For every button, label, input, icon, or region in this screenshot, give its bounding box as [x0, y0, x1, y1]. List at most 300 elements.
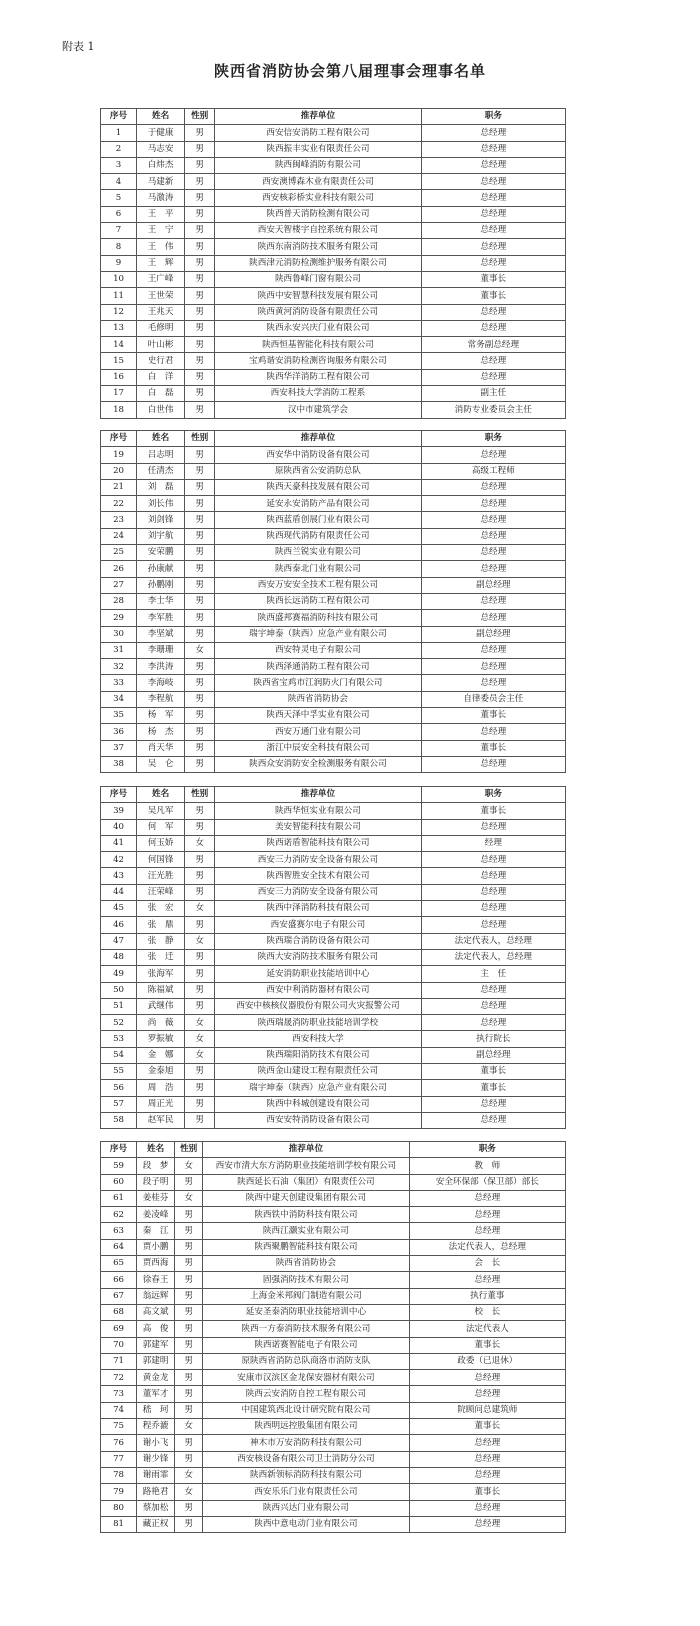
seq-cell: 76	[101, 1435, 137, 1451]
seq-cell: 38	[101, 756, 137, 772]
table-row	[101, 561, 566, 577]
header-seq-cell: 序号	[101, 109, 137, 125]
unit-cell: 陕西黄河消防设备有限责任公司	[215, 304, 421, 320]
seq-cell: 73	[101, 1386, 137, 1402]
gender-cell: 女	[185, 1047, 215, 1063]
table-row	[101, 386, 566, 402]
position-cell: 总经理	[421, 917, 565, 933]
seq-cell: 77	[101, 1451, 137, 1467]
name-cell: 安荣鹏	[137, 545, 185, 561]
gender-cell: 男	[185, 125, 215, 141]
seq-cell: 52	[101, 1015, 137, 1031]
position-cell: 董事长	[421, 1064, 565, 1080]
table-row	[101, 271, 566, 287]
seq-cell: 21	[101, 479, 137, 495]
seq-cell: 13	[101, 320, 137, 336]
name-cell: 王 辉	[137, 255, 185, 271]
name-cell: 何玉娇	[137, 835, 185, 851]
seq-cell: 60	[101, 1174, 137, 1190]
table-row	[101, 402, 566, 418]
table-row	[101, 337, 566, 353]
seq-cell: 66	[101, 1272, 137, 1288]
seq-cell: 2	[101, 141, 137, 157]
position-cell: 总经理	[421, 125, 565, 141]
seq-cell: 22	[101, 496, 137, 512]
seq-cell: 45	[101, 901, 137, 917]
name-cell: 刘剑锋	[137, 512, 185, 528]
seq-cell: 46	[101, 917, 137, 933]
table-row	[101, 1321, 566, 1337]
name-cell: 程乔漉	[137, 1419, 175, 1435]
table-row	[101, 239, 566, 255]
unit-cell: 西安澳博森木业有限责任公司	[215, 174, 421, 190]
name-cell: 马建新	[137, 174, 185, 190]
table-row	[101, 1304, 566, 1320]
seq-cell: 67	[101, 1288, 137, 1304]
gender-cell: 男	[185, 982, 215, 998]
unit-cell: 陕西振丰实业有限责任公司	[215, 141, 421, 157]
table-row	[101, 659, 566, 675]
table-row	[101, 1451, 566, 1467]
table-row	[101, 545, 566, 561]
position-cell: 总经理	[409, 1272, 565, 1288]
gender-cell: 男	[185, 1080, 215, 1096]
unit-cell: 陕西明远控股集团有限公司	[203, 1419, 409, 1435]
name-cell: 郭建明	[137, 1353, 175, 1369]
name-cell: 徐春王	[137, 1272, 175, 1288]
seq-cell: 55	[101, 1064, 137, 1080]
header-seq-cell: 序号	[101, 1142, 137, 1158]
seq-cell: 7	[101, 223, 137, 239]
seq-cell: 14	[101, 337, 137, 353]
name-cell: 王 伟	[137, 239, 185, 255]
name-cell: 王 宁	[137, 223, 185, 239]
seq-cell: 42	[101, 852, 137, 868]
unit-cell: 陕西东南消防技术服务有限公司	[215, 239, 421, 255]
unit-cell: 陕西铁中消防科技有限公司	[203, 1207, 409, 1223]
unit-cell: 陕西普天消防检测有限公司	[215, 206, 421, 222]
position-cell: 总经理	[421, 369, 565, 385]
name-cell: 毛修明	[137, 320, 185, 336]
seq-cell: 57	[101, 1096, 137, 1112]
name-cell: 张海军	[137, 966, 185, 982]
header-position-cell: 职务	[421, 109, 565, 125]
position-cell: 总经理	[421, 255, 565, 271]
table-row	[101, 125, 566, 141]
gender-cell: 男	[185, 626, 215, 642]
seq-cell: 15	[101, 353, 137, 369]
seq-cell: 5	[101, 190, 137, 206]
name-cell: 赵军民	[137, 1112, 185, 1128]
table-row	[101, 447, 566, 463]
name-cell: 汪荣峰	[137, 884, 185, 900]
name-cell: 贾小鹏	[137, 1239, 175, 1255]
gender-cell: 男	[175, 1353, 203, 1369]
unit-cell: 陕西智胜安全技术有限公司	[215, 868, 421, 884]
position-cell: 总经理	[421, 190, 565, 206]
position-cell: 董事长	[421, 708, 565, 724]
position-cell: 总经理	[421, 593, 565, 609]
position-cell: 总经理	[421, 512, 565, 528]
table-row	[101, 1096, 566, 1112]
name-cell: 金泰旭	[137, 1064, 185, 1080]
gender-cell: 男	[175, 1304, 203, 1320]
gender-cell: 男	[175, 1239, 203, 1255]
name-cell: 马志安	[137, 141, 185, 157]
name-cell: 李海岐	[137, 675, 185, 691]
unit-cell: 西安天智楼宇自控系统有限公司	[215, 223, 421, 239]
unit-cell: 陕西津元消防检测维护服务有限公司	[215, 255, 421, 271]
unit-cell: 陕西天泽中孚实业有限公司	[215, 708, 421, 724]
table-header-row	[101, 787, 566, 803]
unit-cell: 陕西华恒实业有限公司	[215, 803, 421, 819]
name-cell: 嵇 珂	[137, 1402, 175, 1418]
unit-cell: 美安智能科技有限公司	[215, 819, 421, 835]
position-cell: 会 长	[409, 1256, 565, 1272]
table-row	[101, 819, 566, 835]
unit-cell: 西安科技大学	[215, 1031, 421, 1047]
name-cell: 何国锋	[137, 852, 185, 868]
name-cell: 白 磊	[137, 386, 185, 402]
table-row	[101, 1031, 566, 1047]
gender-cell: 男	[175, 1386, 203, 1402]
name-cell: 段子明	[137, 1174, 175, 1190]
unit-cell: 上海金米邦阀门制造有限公司	[203, 1288, 409, 1304]
seq-cell: 58	[101, 1112, 137, 1128]
position-cell: 总经理	[421, 998, 565, 1014]
seq-cell: 43	[101, 868, 137, 884]
table-row	[101, 1080, 566, 1096]
gender-cell: 男	[185, 288, 215, 304]
gender-cell: 男	[185, 369, 215, 385]
roster-table-3	[100, 786, 566, 1129]
table-row	[101, 1207, 566, 1223]
position-cell: 董事长	[421, 288, 565, 304]
header-name-cell: 姓名	[137, 787, 185, 803]
seq-cell: 59	[101, 1158, 137, 1174]
seq-cell: 63	[101, 1223, 137, 1239]
seq-cell: 53	[101, 1031, 137, 1047]
unit-cell: 陕西瑞合消防设备有限公司	[215, 933, 421, 949]
position-cell: 总经理	[421, 675, 565, 691]
seq-cell: 80	[101, 1500, 137, 1516]
position-cell: 总经理	[421, 561, 565, 577]
header-gender-cell: 性别	[185, 431, 215, 447]
gender-cell: 男	[185, 528, 215, 544]
seq-cell: 64	[101, 1239, 137, 1255]
table-row	[101, 933, 566, 949]
seq-cell: 71	[101, 1353, 137, 1369]
name-cell: 蔡加松	[137, 1500, 175, 1516]
unit-cell: 陕西瑞晟消防职业技能培训学校	[215, 1015, 421, 1031]
position-cell: 安全环保部（保卫部）部长	[409, 1174, 565, 1190]
unit-cell: 陕西中泽消防科技有限公司	[215, 901, 421, 917]
name-cell: 刘长伟	[137, 496, 185, 512]
gender-cell: 男	[175, 1435, 203, 1451]
table-row	[101, 724, 566, 740]
position-cell: 总经理	[421, 479, 565, 495]
table-row	[101, 966, 566, 982]
name-cell: 汪光胜	[137, 868, 185, 884]
table-row	[101, 868, 566, 884]
seq-cell: 17	[101, 386, 137, 402]
name-cell: 姜桂芬	[137, 1190, 175, 1206]
table-row	[101, 528, 566, 544]
seq-cell: 26	[101, 561, 137, 577]
header-seq-cell: 序号	[101, 787, 137, 803]
table-row	[101, 577, 566, 593]
position-cell: 总经理	[421, 610, 565, 626]
table-row	[101, 1112, 566, 1128]
table-row	[101, 463, 566, 479]
table-row	[101, 479, 566, 495]
header-seq-cell: 序号	[101, 431, 137, 447]
seq-cell: 36	[101, 724, 137, 740]
table-row	[101, 496, 566, 512]
table-row	[101, 512, 566, 528]
seq-cell: 37	[101, 740, 137, 756]
seq-cell: 41	[101, 835, 137, 851]
position-cell: 副总经理	[421, 577, 565, 593]
gender-cell: 男	[175, 1516, 203, 1532]
position-cell: 董事长	[409, 1484, 565, 1500]
position-cell: 总经理	[421, 642, 565, 658]
name-cell: 贾西海	[137, 1256, 175, 1272]
header-position-cell: 职务	[421, 787, 565, 803]
position-cell: 总经理	[409, 1370, 565, 1386]
position-cell: 总经理	[409, 1386, 565, 1402]
unit-cell: 西安乐乐门业有限责任公司	[203, 1484, 409, 1500]
name-cell: 张 静	[137, 933, 185, 949]
table-row	[101, 1256, 566, 1272]
gender-cell: 男	[185, 479, 215, 495]
name-cell: 史行君	[137, 353, 185, 369]
unit-cell: 瑞宇坤泰（陕西）应急产业有限公司	[215, 1080, 421, 1096]
name-cell: 郭建军	[137, 1337, 175, 1353]
seq-cell: 69	[101, 1321, 137, 1337]
position-cell: 总经理	[421, 320, 565, 336]
name-cell: 杨 军	[137, 708, 185, 724]
position-cell: 法定代表人，总经理	[421, 933, 565, 949]
table-row	[101, 949, 566, 965]
seq-cell: 35	[101, 708, 137, 724]
header-gender-cell: 性别	[185, 787, 215, 803]
unit-cell: 陕西天豪科技发展有限公司	[215, 479, 421, 495]
gender-cell: 男	[185, 447, 215, 463]
name-cell: 秦 江	[137, 1223, 175, 1239]
seq-cell: 81	[101, 1516, 137, 1532]
seq-cell: 23	[101, 512, 137, 528]
gender-cell: 男	[185, 691, 215, 707]
table-row	[101, 675, 566, 691]
unit-cell: 陕西兴达门业有限公司	[203, 1500, 409, 1516]
table-row	[101, 1370, 566, 1386]
table-row	[101, 1500, 566, 1516]
gender-cell: 女	[185, 835, 215, 851]
table-row	[101, 255, 566, 271]
name-cell: 白 洋	[137, 369, 185, 385]
seq-cell: 33	[101, 675, 137, 691]
position-cell: 总经理	[421, 901, 565, 917]
table-row	[101, 223, 566, 239]
header-unit-cell: 推荐单位	[215, 787, 421, 803]
seq-cell: 10	[101, 271, 137, 287]
name-cell: 段 梦	[137, 1158, 175, 1174]
seq-cell: 29	[101, 610, 137, 626]
seq-cell: 8	[101, 239, 137, 255]
position-cell: 副主任	[421, 386, 565, 402]
gender-cell: 男	[185, 353, 215, 369]
header-position-cell: 职务	[421, 431, 565, 447]
unit-cell: 西安市清大东方消防职业技能培训学校有限公司	[203, 1158, 409, 1174]
unit-cell: 西安科技大学消防工程系	[215, 386, 421, 402]
position-cell: 总经理	[421, 223, 565, 239]
name-cell: 李珊珊	[137, 642, 185, 658]
gender-cell: 男	[185, 852, 215, 868]
gender-cell: 女	[175, 1190, 203, 1206]
table-row	[101, 740, 566, 756]
gender-cell: 男	[185, 174, 215, 190]
table-row	[101, 852, 566, 868]
position-cell: 总经理	[409, 1207, 565, 1223]
unit-cell: 陕西现代消防有限责任公司	[215, 528, 421, 544]
table-row	[101, 1223, 566, 1239]
gender-cell: 男	[175, 1272, 203, 1288]
table-row	[101, 1015, 566, 1031]
unit-cell: 延安消防职业技能培训中心	[215, 966, 421, 982]
name-cell: 董军才	[137, 1386, 175, 1402]
table-row	[101, 174, 566, 190]
gender-cell: 男	[175, 1174, 203, 1190]
table-row	[101, 1484, 566, 1500]
position-cell: 总经理	[421, 1112, 565, 1128]
gender-cell: 男	[185, 868, 215, 884]
unit-cell: 陕西聚鹏智能科技有限公司	[203, 1239, 409, 1255]
table-row	[101, 803, 566, 819]
name-cell: 翁远辉	[137, 1288, 175, 1304]
seq-cell: 70	[101, 1337, 137, 1353]
gender-cell: 男	[185, 141, 215, 157]
table-row	[101, 320, 566, 336]
seq-cell: 9	[101, 255, 137, 271]
table-row	[101, 1353, 566, 1369]
name-cell: 吴凡军	[137, 803, 185, 819]
name-cell: 张 迁	[137, 949, 185, 965]
unit-cell: 陕西兰锐实业有限公司	[215, 545, 421, 561]
unit-cell: 陕西永安兴庆门业有限公司	[215, 320, 421, 336]
gender-cell: 男	[185, 998, 215, 1014]
gender-cell: 男	[185, 206, 215, 222]
table-row	[101, 884, 566, 900]
unit-cell: 陕西闽峰消防有限公司	[215, 157, 421, 173]
position-cell: 总经理	[421, 724, 565, 740]
name-cell: 藏正权	[137, 1516, 175, 1532]
unit-cell: 汉中市建筑学会	[215, 402, 421, 418]
table-row	[101, 1239, 566, 1255]
position-cell: 总经理	[421, 756, 565, 772]
unit-cell: 陕西诺盾智能科技有限公司	[215, 835, 421, 851]
seq-cell: 54	[101, 1047, 137, 1063]
seq-cell: 11	[101, 288, 137, 304]
unit-cell: 陕西恒基智能化科技有限公司	[215, 337, 421, 353]
position-cell: 总经理	[409, 1435, 565, 1451]
position-cell: 执行董事	[409, 1288, 565, 1304]
unit-cell: 西安三力消防安全设备有限公司	[215, 852, 421, 868]
name-cell: 肖天华	[137, 740, 185, 756]
unit-cell: 安康市汉滨区金龙保安器材有限公司	[203, 1370, 409, 1386]
name-cell: 孙鹏刚	[137, 577, 185, 593]
table-row	[101, 1272, 566, 1288]
table-row	[101, 1047, 566, 1063]
position-cell: 执行院长	[421, 1031, 565, 1047]
unit-cell: 固强消防技术有限公司	[203, 1272, 409, 1288]
position-cell: 法定代表人，总经理	[409, 1239, 565, 1255]
unit-cell: 陕西省宝鸡市江润防火门有限公司	[215, 675, 421, 691]
name-cell: 白世伟	[137, 402, 185, 418]
table-row	[101, 593, 566, 609]
table-row	[101, 998, 566, 1014]
position-cell: 总经理	[421, 174, 565, 190]
position-cell: 常务副总经理	[421, 337, 565, 353]
unit-cell: 陕西鲁峰门窗有限公司	[215, 271, 421, 287]
table-row	[101, 835, 566, 851]
position-cell: 董事长	[409, 1337, 565, 1353]
unit-cell: 神木市万安消防科技有限公司	[203, 1435, 409, 1451]
name-cell: 叶山彬	[137, 337, 185, 353]
seq-cell: 19	[101, 447, 137, 463]
table-row	[101, 642, 566, 658]
name-cell: 李军胜	[137, 610, 185, 626]
unit-cell: 浙江中辰安全科技有限公司	[215, 740, 421, 756]
position-cell: 政委（已退休）	[409, 1353, 565, 1369]
position-cell: 总经理	[421, 496, 565, 512]
gender-cell: 男	[175, 1288, 203, 1304]
table-row	[101, 1386, 566, 1402]
name-cell: 马激涛	[137, 190, 185, 206]
gender-cell: 男	[185, 708, 215, 724]
table-row	[101, 190, 566, 206]
table-row	[101, 288, 566, 304]
name-cell: 李坚斌	[137, 626, 185, 642]
seq-cell: 56	[101, 1080, 137, 1096]
position-cell: 主 任	[421, 966, 565, 982]
name-cell: 黄金龙	[137, 1370, 175, 1386]
gender-cell: 男	[175, 1207, 203, 1223]
seq-cell: 30	[101, 626, 137, 642]
unit-cell: 陕西众安消防安全检测服务有限公司	[215, 756, 421, 772]
gender-cell: 男	[175, 1370, 203, 1386]
position-cell: 总经理	[421, 884, 565, 900]
position-cell: 自律委员会主任	[421, 691, 565, 707]
gender-cell: 男	[185, 271, 215, 287]
table-row	[101, 1435, 566, 1451]
table-row	[101, 1402, 566, 1418]
position-cell: 法定代表人，总经理	[421, 949, 565, 965]
gender-cell: 男	[185, 157, 215, 173]
table-header-row	[101, 431, 566, 447]
name-cell: 金 娜	[137, 1047, 185, 1063]
position-cell: 总经理	[409, 1500, 565, 1516]
gender-cell: 男	[185, 1112, 215, 1128]
gender-cell: 男	[185, 1064, 215, 1080]
gender-cell: 男	[185, 610, 215, 626]
position-cell: 董事长	[409, 1419, 565, 1435]
seq-cell: 12	[101, 304, 137, 320]
position-cell: 经理	[421, 835, 565, 851]
unit-cell: 西安信安消防工程有限公司	[215, 125, 421, 141]
seq-cell: 49	[101, 966, 137, 982]
gender-cell: 男	[185, 917, 215, 933]
